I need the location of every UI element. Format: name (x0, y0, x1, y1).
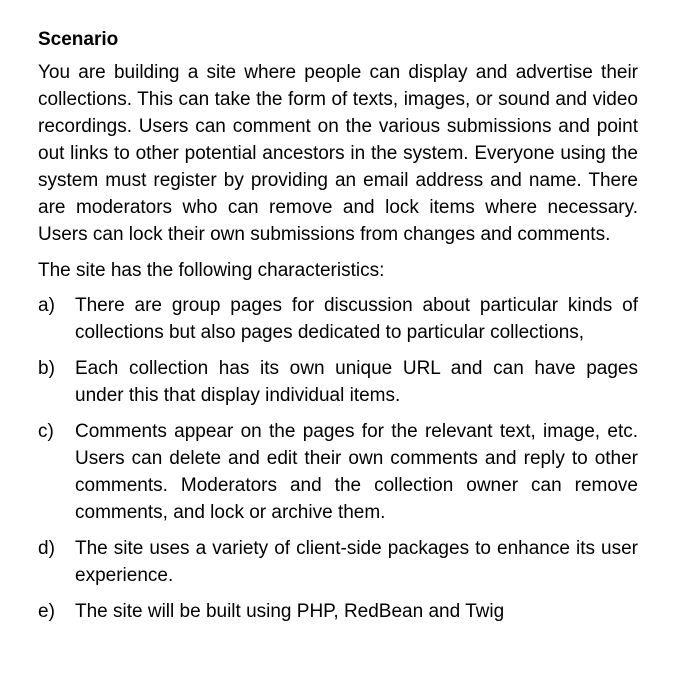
list-marker: c) (38, 421, 54, 442)
list-marker: b) (38, 358, 55, 379)
list-item (38, 598, 638, 625)
list-item-text: Each collection has its own unique URL and can have pages under this that display individual items. (75, 358, 638, 406)
scenario-heading: Scenario (38, 29, 119, 50)
list-item (38, 418, 638, 526)
list-marker: e) (38, 601, 55, 622)
scenario-paragraph: You are building a site where people can display and advertise their collections. This can take the form of texts, images, or sound and video recordings. Users can comment on the various submissions and point out links to other potential ancestors in the system. Everyone using the system must register by providing an email address and name. There are moderators who can remove and lock items where necessary. Users can lock their own submissions from changes and comments. (38, 62, 638, 245)
list-item (38, 292, 638, 346)
list-item-text: The site will be built using PHP, RedBean and Twig (75, 601, 505, 622)
list-marker: d) (38, 538, 55, 559)
characteristics-list (38, 292, 638, 625)
list-item-text: The site uses a variety of client-side packages to enhance its user experience. (75, 538, 638, 586)
list-item (38, 355, 638, 409)
scenario-document (38, 26, 638, 634)
list-item-text: There are group pages for discussion about particular kinds of collections but also pages dedicated to particular collections, (75, 295, 638, 343)
list-item (38, 535, 638, 589)
list-marker: a) (38, 295, 55, 316)
list-item-text: Comments appear on the pages for the relevant text, image, etc. Users can delete and edit their own comments and reply to other comments. Moderators and the collection owner can remove comments, and lock or archive them. (75, 421, 638, 523)
characteristics-intro: The site has the following characteristics: (38, 260, 385, 281)
